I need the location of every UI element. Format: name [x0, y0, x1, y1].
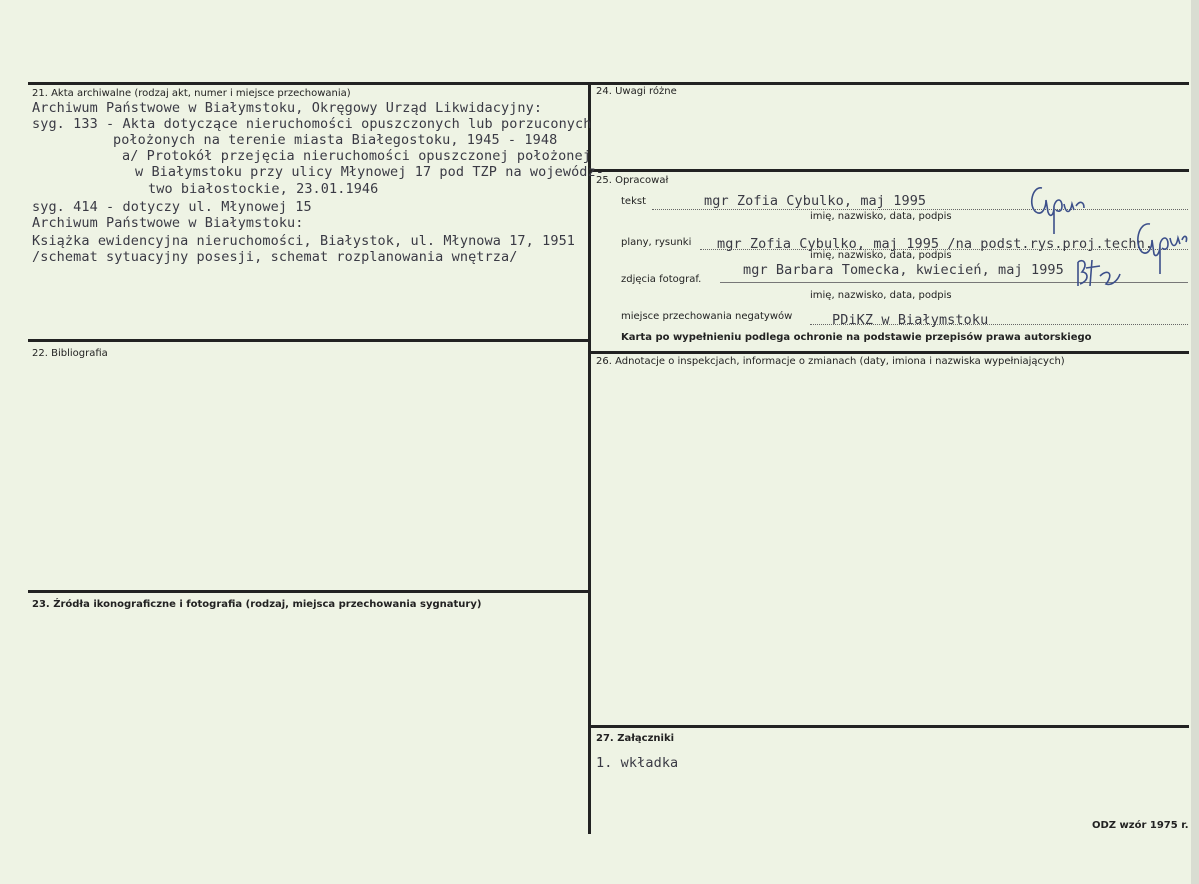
rule-21-22 [28, 339, 588, 342]
archive-line-5: w Białymstoku przy ulicy Młynowej 17 pod TZP na wojewódz- [135, 164, 604, 180]
plany-value: mgr Zofia Cybulko, maj 1995 /na podst.rys.proj.techn. [717, 236, 1154, 252]
tekst-value: mgr Zofia Cybulko, maj 1995 [704, 193, 927, 209]
rule-24-25 [591, 169, 1189, 172]
archive-line-6: two białostockie, 23.01.1946 [148, 181, 379, 197]
negatywy-dotted-line [810, 324, 1188, 325]
rule-25-26 [591, 351, 1189, 354]
rule-26-27 [591, 725, 1189, 728]
signature-1 [1024, 176, 1104, 238]
tekst-dotted-line [652, 209, 1188, 210]
zdjecia-value: mgr Barbara Tomecka, kwiecień, maj 1995 [743, 262, 1064, 278]
tekst-label: tekst [621, 196, 646, 207]
copyright-notice: Karta po wypełnieniu podlega ochronie na podstawie przepisów prawa autorskiego [621, 332, 1092, 343]
negatywy-value: PDiKZ w Białymstoku [832, 312, 989, 328]
section-21-label: 21. Akta archiwalne (rodzaj akt, numer i miejsce przechowania) [32, 88, 351, 99]
archive-line-7: syg. 414 - dotyczy ul. Młynowej 15 [32, 199, 312, 215]
signature-2 [1128, 214, 1192, 278]
negatywy-label: miejsce przechowania negatywów [621, 311, 793, 322]
attachment-item-1: 1. wkładka [596, 755, 679, 771]
archive-line-10: /schemat sytuacyjny posesji, schemat rozplanowania wnętrza/ [32, 249, 518, 265]
top-rule [28, 82, 1189, 85]
signature-3 [1070, 250, 1130, 296]
section-25-label: 25. Opracował [596, 175, 669, 186]
tekst-caption: imię, nazwisko, data, podpis [810, 211, 952, 222]
rule-22-23 [28, 590, 588, 593]
section-26-label: 26. Adnotacje o inspekcjach, informacje o zmianach (daty, imiona i nazwiska wypełniających) [596, 356, 1065, 367]
archive-line-4: a/ Protokół przejęcia nieruchomości opuszczonej położonej [122, 148, 591, 164]
zdjecia-caption: imię, nazwisko, data, podpis [810, 290, 952, 301]
center-divider [588, 82, 591, 834]
archive-line-3: położonych na terenie miasta Białegostoku, 1945 - 1948 [113, 132, 558, 148]
archive-line-8: Archiwum Państwowe w Białymstoku: [32, 215, 304, 231]
section-27-label: 27. Załączniki [596, 733, 675, 744]
archive-line-2: syg. 133 - Akta dotyczące nieruchomości opuszczonych lub porzuconych [32, 116, 592, 132]
zdjecia-label: zdjęcia fotograf. [621, 274, 702, 285]
archive-line-9: Książka ewidencyjna nieruchomości, Białystok, ul. Młynowa 17, 1951 [32, 233, 576, 249]
card-edge [1191, 0, 1199, 884]
section-24-label: 24. Uwagi różne [596, 86, 677, 97]
plany-caption: imię, nazwisko, data, podpis [810, 250, 952, 261]
form-code: ODZ wzór 1975 r. [1092, 820, 1189, 831]
archive-line-1: Archiwum Państwowe w Białymstoku, Okręgowy Urząd Likwidacyjny: [32, 100, 543, 116]
section-23-label: 23. Źródła ikonograficzne i fotografia (rodzaj, miejsca przechowania sygnatury) [32, 599, 482, 610]
plany-label: plany, rysunki [621, 237, 692, 248]
section-22-label: 22. Bibliografia [32, 348, 108, 359]
